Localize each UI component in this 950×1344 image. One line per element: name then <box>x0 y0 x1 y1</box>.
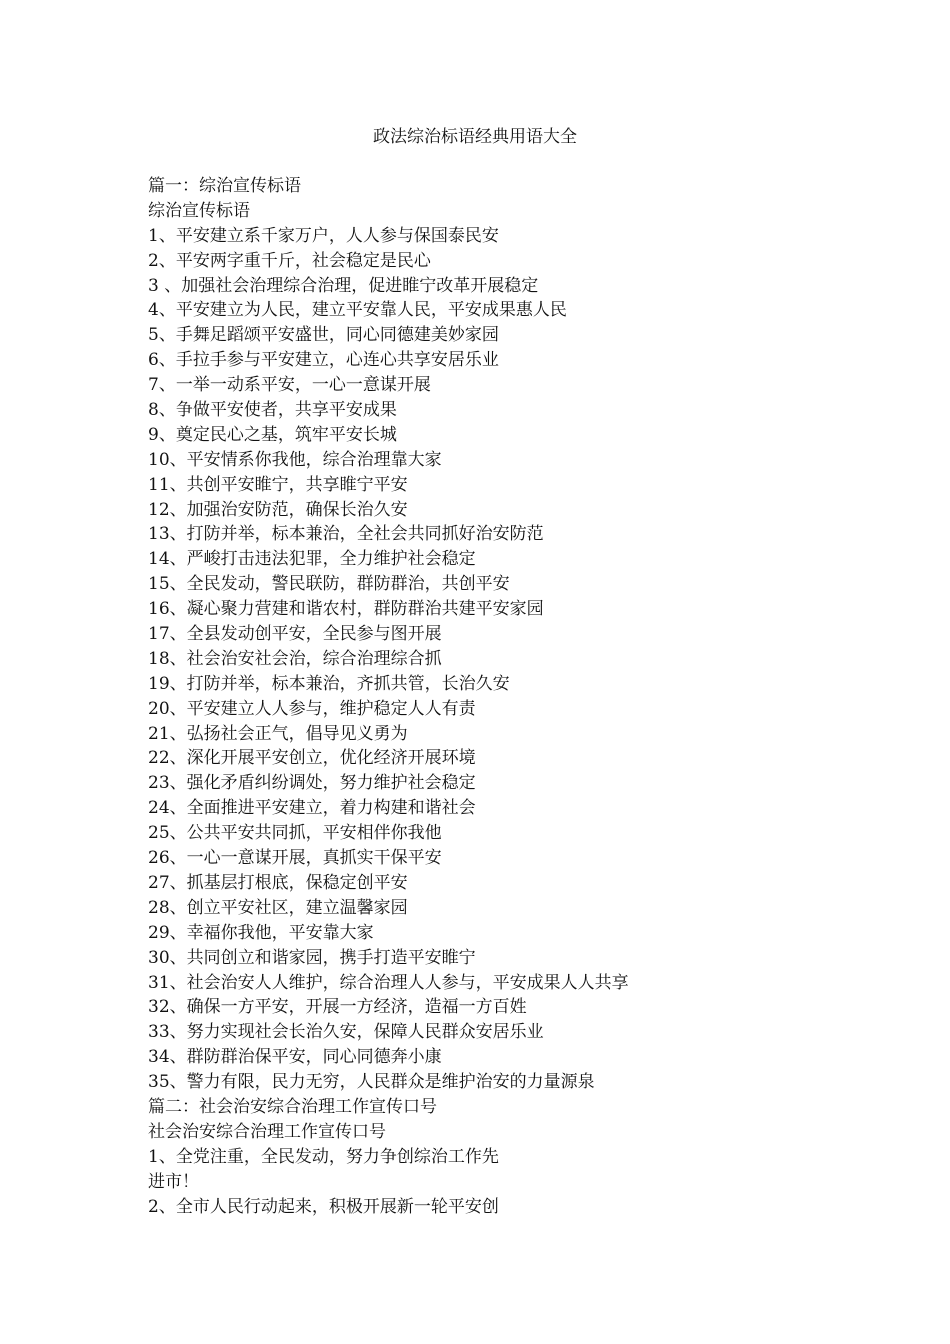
text-line: 19、打防并举，标本兼治，齐抓共管，长治久安 <box>148 673 510 694</box>
text-line: 31、社会治安人人维护，综合治理人人参与，平安成果人人共享 <box>148 972 629 993</box>
text-line: 综治宣传标语 <box>148 200 250 221</box>
text-line: 13、打防并举，标本兼治，全社会共同抓好治安防范 <box>148 524 544 545</box>
text-line: 8、争做平安使者，共享平安成果 <box>148 400 397 421</box>
text-line: 20、平安建立人人参与，维护稳定人人有责 <box>148 698 476 719</box>
text-line: 35、警力有限，民力无穷，人民群众是维护治安的力量源泉 <box>148 1072 595 1093</box>
text-line: 18、社会治安社会治，综合治理综合抓 <box>148 648 442 669</box>
text-line: 4、平安建立为人民，建立平安靠人民，平安成果惠人民 <box>148 300 567 321</box>
text-line: 28、创立平安社区，建立温馨家园 <box>148 897 408 918</box>
text-line: 3 、加强社会治理综合治理，促进睢宁改革开展稳定 <box>148 275 539 296</box>
text-line: 进市！ <box>148 1171 199 1192</box>
text-line: 32、确保一方平安，开展一方经济，造福一方百姓 <box>148 997 527 1018</box>
text-line: 7、一举一动系平安，一心一意谋开展 <box>148 375 431 396</box>
text-line: 21、弘扬社会正气，倡导见义勇为 <box>148 723 408 744</box>
text-line: 15、全民发动，警民联防，群防群治，共创平安 <box>148 574 510 595</box>
text-line: 11、共创平安睢宁，共享睢宁平安 <box>148 474 408 495</box>
text-line: 5、手舞足蹈颂平安盛世，同心同德建美妙家园 <box>148 325 499 346</box>
text-line: 24、全面推进平安建立，着力构建和谐社会 <box>148 798 476 819</box>
text-line: 1、全党注重，全民发动，努力争创综治工作先 <box>148 1146 499 1167</box>
text-line: 10、平安情系你我他，综合治理靠大家 <box>148 449 442 470</box>
text-line: 22、深化开展平安创立，优化经济开展环境 <box>148 748 476 769</box>
text-line: 12、加强治安防范，确保长治久安 <box>148 499 408 520</box>
text-line: 17、全县发动创平安，全民参与图开展 <box>148 624 442 645</box>
text-line: 9、奠定民心之基，筑牢平安长城 <box>148 424 397 445</box>
text-line: 25、公共平安共同抓，平安相伴你我他 <box>148 823 442 844</box>
text-line: 34、群防群治保平安，同心同德奔小康 <box>148 1047 442 1068</box>
text-line: 篇二：社会治安综合治理工作宣传口号 <box>148 1096 437 1117</box>
text-line: 14、严峻打击违法犯罪，全力维护社会稳定 <box>148 549 476 570</box>
text-line: 29、幸福你我他，平安靠大家 <box>148 922 374 943</box>
text-line: 26、一心一意谋开展，真抓实干保平安 <box>148 848 442 869</box>
text-line: 27、抓基层打根底，保稳定创平安 <box>148 872 408 893</box>
text-line: 篇一：综治宣传标语 <box>148 176 301 196</box>
text-line: 33、努力实现社会长治久安，保障人民群众安居乐业 <box>148 1022 544 1043</box>
text-line: 社会治安综合治理工作宣传口号 <box>148 1121 386 1142</box>
text-line: 1、平安建立系千家万户，人人参与保国泰民安 <box>148 225 499 246</box>
document-title: 政法综治标语经典用语大全 <box>373 127 577 147</box>
text-line: 23、强化矛盾纠纷调处，努力维护社会稳定 <box>148 773 476 794</box>
text-line: 2、全市人民行动起来，积极开展新一轮平安创 <box>148 1196 499 1217</box>
text-line: 6、手拉手参与平安建立，心连心共享安居乐业 <box>148 350 499 371</box>
text-line: 2、平安两字重千斤，社会稳定是民心 <box>148 250 431 271</box>
text-line: 16、凝心聚力营建和谐农村，群防群治共建平安家园 <box>148 599 544 620</box>
document-body <box>148 174 848 1219</box>
text-line: 30、共同创立和谐家园，携手打造平安睢宁 <box>148 947 476 968</box>
